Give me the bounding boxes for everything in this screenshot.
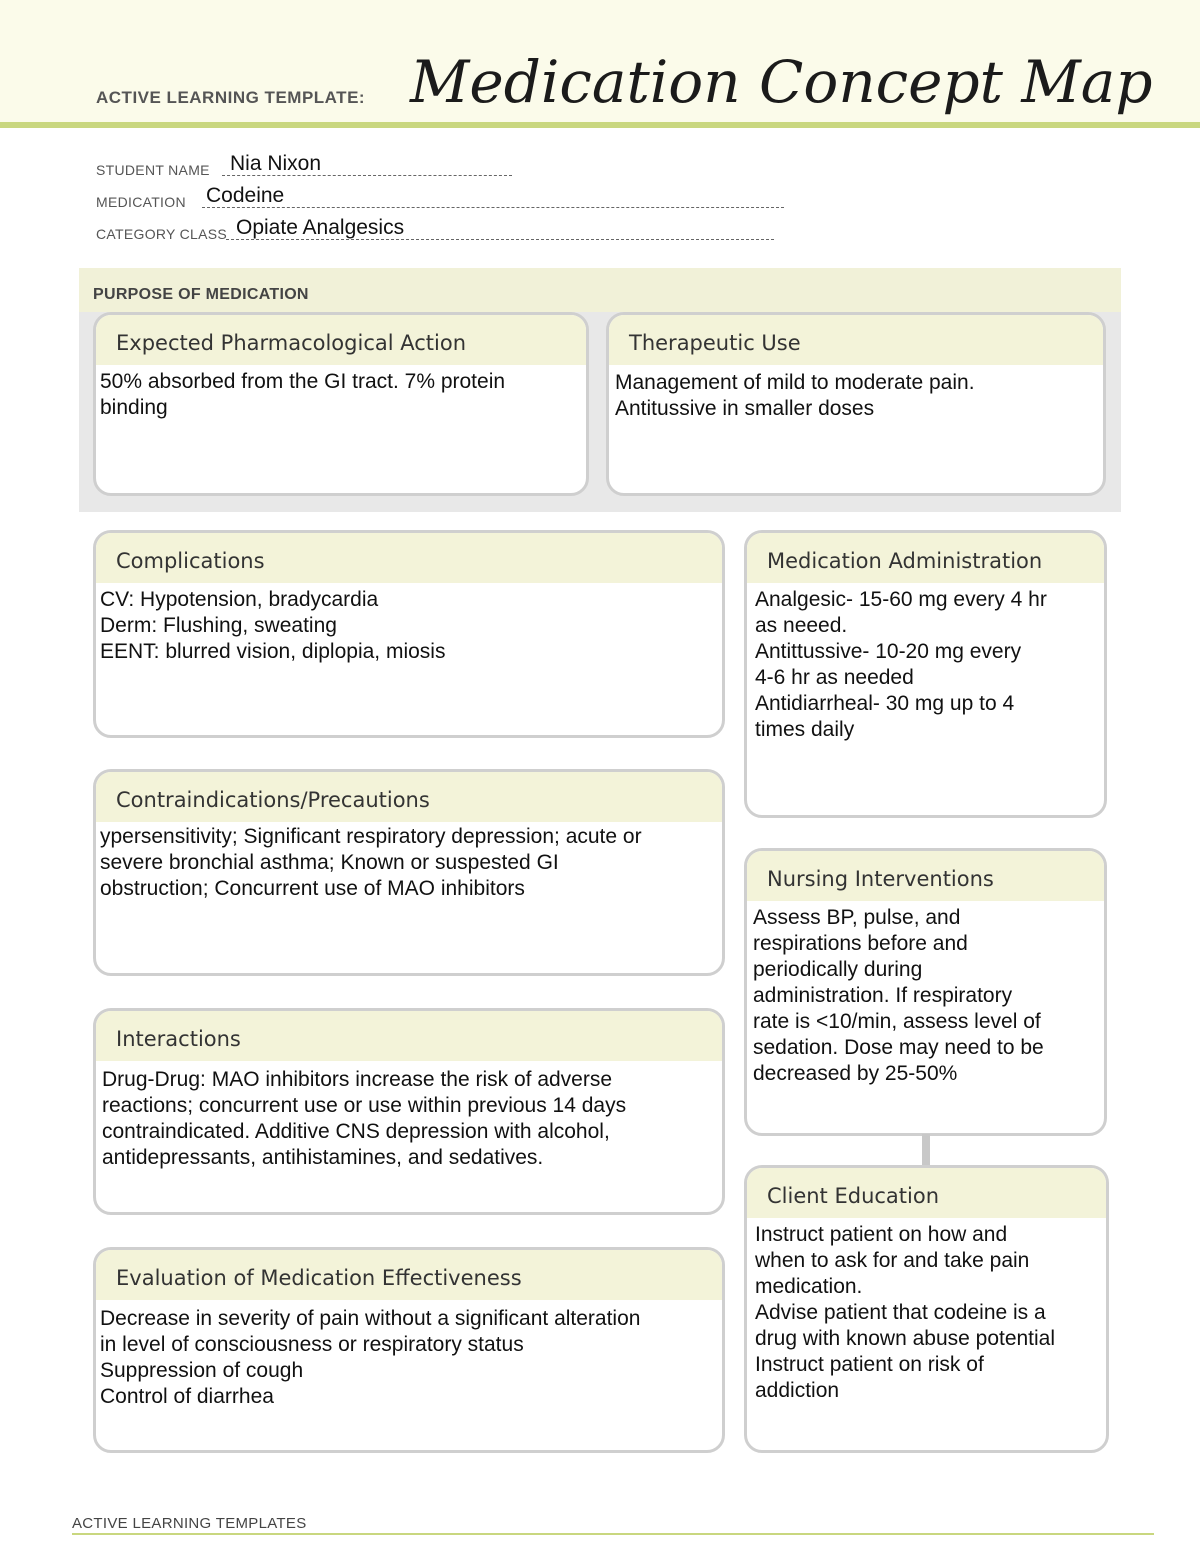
contraindications-box bbox=[93, 769, 725, 976]
medication-administration-title: Medication Administration bbox=[767, 549, 1043, 573]
medication-field[interactable] bbox=[96, 184, 796, 212]
body-line: periodically during bbox=[753, 958, 923, 981]
nursing-interventions-header bbox=[747, 851, 1104, 901]
body-line: severe bronchial asthma; Known or suspested GI bbox=[100, 851, 559, 874]
therapeutic-use-title: Therapeutic Use bbox=[629, 331, 801, 355]
complications-header bbox=[96, 533, 722, 583]
client-education-box bbox=[744, 1165, 1109, 1453]
evaluation-box bbox=[93, 1247, 725, 1453]
student-name-label: STUDENT NAME bbox=[96, 162, 210, 178]
client-education-header bbox=[747, 1168, 1106, 1218]
medication-value[interactable]: Codeine bbox=[206, 184, 285, 207]
interactions-header bbox=[96, 1011, 722, 1061]
body-line: Decrease in severity of pain without a significant alteration bbox=[100, 1307, 641, 1330]
nursing-interventions-body[interactable] bbox=[747, 901, 1104, 1087]
body-line: Antittussive- 10-20 mg every bbox=[755, 640, 1022, 663]
evaluation-body[interactable] bbox=[96, 1300, 722, 1410]
contraindications-header bbox=[96, 772, 722, 822]
body-line: Antidiarrheal- 30 mg up to 4 bbox=[755, 692, 1015, 715]
interactions-title: Interactions bbox=[116, 1027, 241, 1051]
body-line: decreased by 25-50% bbox=[753, 1062, 958, 1085]
client-education-body[interactable] bbox=[747, 1218, 1106, 1404]
interactions-body[interactable] bbox=[96, 1061, 722, 1171]
complications-title: Complications bbox=[116, 549, 265, 573]
expected-action-body[interactable] bbox=[96, 365, 586, 421]
therapeutic-use-box bbox=[606, 312, 1106, 496]
template-label: ACTIVE LEARNING TEMPLATE: bbox=[96, 88, 366, 107]
nursing-interventions-title: Nursing Interventions bbox=[767, 867, 994, 891]
body-line: antidepressants, antihistamines, and sedatives. bbox=[102, 1146, 544, 1169]
expected-action-box bbox=[93, 312, 589, 496]
complications-body[interactable] bbox=[96, 583, 722, 665]
body-line: 4-6 hr as needed bbox=[755, 666, 914, 689]
body-line: Management of mild to moderate pain. bbox=[615, 371, 975, 394]
body-line: medication. bbox=[755, 1275, 863, 1298]
body-line: Instruct patient on how and bbox=[755, 1223, 1008, 1246]
therapeutic-use-body[interactable] bbox=[609, 365, 1103, 422]
body-line: rate is <10/min, assess level of bbox=[753, 1010, 1041, 1033]
body-line: times daily bbox=[755, 718, 855, 741]
body-line: Advise patient that codeine is a bbox=[755, 1301, 1046, 1324]
medication-line bbox=[202, 207, 784, 208]
nursing-interventions-box bbox=[744, 848, 1107, 1136]
body-line: ypersensitivity; Significant respiratory depression; acute or bbox=[100, 825, 642, 848]
student-name-value[interactable]: Nia Nixon bbox=[230, 152, 322, 175]
connector-bar bbox=[922, 1134, 930, 1166]
client-education-title: Client Education bbox=[767, 1184, 940, 1208]
body-line: CV: Hypotension, bradycardia bbox=[100, 588, 379, 611]
expected-action-title: Expected Pharmacological Action bbox=[116, 331, 467, 355]
page-title: Medication Concept Map bbox=[410, 48, 1153, 116]
evaluation-title: Evaluation of Medication Effectiveness bbox=[116, 1266, 522, 1290]
contraindications-title: Contraindications/Precautions bbox=[116, 788, 430, 812]
medication-label: MEDICATION bbox=[96, 194, 186, 210]
body-line: drug with known abuse potential bbox=[755, 1327, 1056, 1350]
purpose-label: PURPOSE OF MEDICATION bbox=[93, 286, 309, 303]
medication-administration-body[interactable] bbox=[747, 583, 1104, 743]
category-class-value[interactable]: Opiate Analgesics bbox=[236, 216, 405, 239]
body-line: binding bbox=[100, 396, 168, 419]
body-line: respirations before and bbox=[753, 932, 968, 955]
body-line: as neeed. bbox=[755, 614, 848, 637]
student-name-field[interactable] bbox=[96, 152, 526, 180]
body-line: addiction bbox=[755, 1379, 840, 1402]
purpose-header bbox=[79, 268, 1121, 312]
category-class-field[interactable] bbox=[96, 216, 796, 244]
body-line: reactions; concurrent use or use within previous 14 days bbox=[102, 1094, 627, 1117]
therapeutic-use-header bbox=[609, 315, 1103, 365]
body-line: Suppression of cough bbox=[100, 1359, 304, 1382]
body-line: Derm: Flushing, sweating bbox=[100, 614, 337, 637]
body-line: sedation. Dose may need to be bbox=[753, 1036, 1044, 1059]
footer-rule bbox=[72, 1533, 1154, 1535]
interactions-box bbox=[93, 1008, 725, 1215]
body-line: Control of diarrhea bbox=[100, 1385, 274, 1408]
contraindications-body[interactable] bbox=[96, 822, 722, 902]
body-line: Assess BP, pulse, and bbox=[753, 906, 961, 929]
complications-box bbox=[93, 530, 725, 738]
body-line: Instruct patient on risk of bbox=[755, 1353, 984, 1376]
body-line: EENT: blurred vision, diplopia, miosis bbox=[100, 640, 446, 663]
body-line: Analgesic- 15-60 mg every 4 hr bbox=[755, 588, 1047, 611]
footer-label: ACTIVE LEARNING TEMPLATES bbox=[72, 1515, 307, 1532]
body-line: Drug-Drug: MAO inhibitors increase the risk of adverse bbox=[102, 1068, 613, 1091]
body-line: Antitussive in smaller doses bbox=[615, 397, 875, 420]
body-line: administration. If respiratory bbox=[753, 984, 1013, 1007]
category-class-label: CATEGORY CLASS bbox=[96, 226, 228, 242]
body-line: contraindicated. Additive CNS depression with alcohol, bbox=[102, 1120, 610, 1143]
body-line: obstruction; Concurrent use of MAO inhibitors bbox=[100, 877, 525, 900]
evaluation-header bbox=[96, 1250, 722, 1300]
body-line: in level of consciousness or respiratory status bbox=[100, 1333, 524, 1356]
header-rule bbox=[0, 122, 1200, 128]
medication-administration-box bbox=[744, 530, 1107, 818]
body-line: when to ask for and take pain bbox=[755, 1249, 1030, 1272]
expected-action-header bbox=[96, 315, 586, 365]
medication-administration-header bbox=[747, 533, 1104, 583]
body-line: 50% absorbed from the GI tract. 7% protein bbox=[100, 370, 506, 393]
